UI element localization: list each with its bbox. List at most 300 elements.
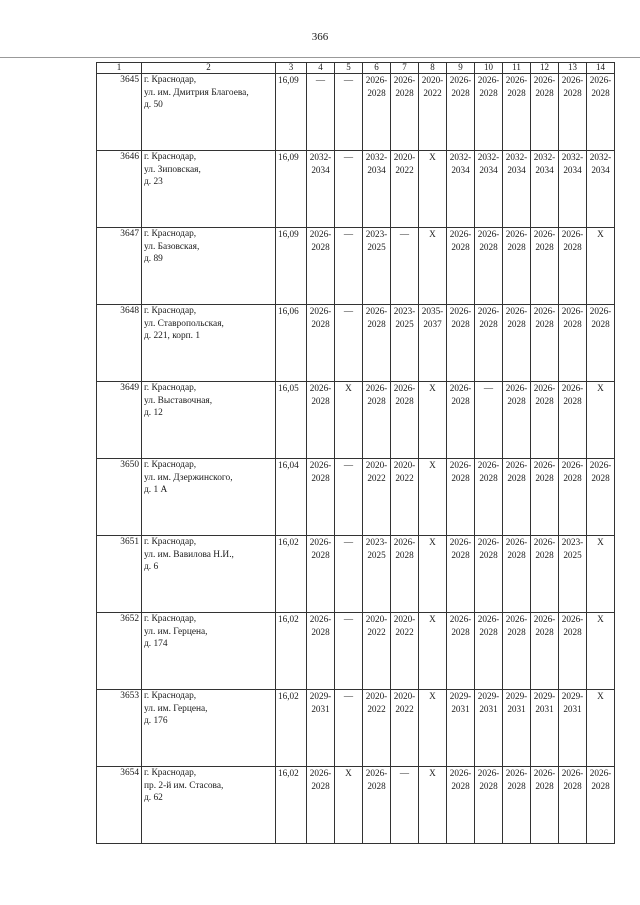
period-cell-col-5 — [335, 613, 363, 690]
period-cell-col-9 — [447, 228, 475, 305]
period-text: 2026- — [533, 460, 556, 470]
period-cell-col-8 — [419, 305, 447, 382]
period-cell-col-9 — [447, 536, 475, 613]
period-text: X — [597, 383, 604, 393]
address-line: ул. им. Дзержинского, — [144, 472, 233, 483]
column-header-1: 1 — [97, 63, 142, 74]
period-text: 2032- — [589, 152, 612, 162]
period-cell-col-5 — [335, 536, 363, 613]
period-text: 2026- — [309, 229, 332, 239]
period-cell-col-13 — [559, 536, 587, 613]
period-text: 2026- — [533, 383, 556, 393]
period-text: 2034 — [535, 164, 554, 175]
header-rule — [0, 57, 640, 58]
period-cell-col-7 — [391, 228, 419, 305]
address-line: г. Краснодар, — [144, 768, 197, 778]
period-text: 2026- — [449, 768, 472, 778]
period-cell-col-13 — [559, 459, 587, 536]
period-text: 2028 — [367, 780, 386, 791]
period-cell-col-13 — [559, 228, 587, 305]
period-cell-col-11 — [503, 151, 531, 228]
period-text: 2032- — [309, 152, 332, 162]
period-cell-col-14 — [587, 74, 615, 151]
period-cell-col-5 — [335, 228, 363, 305]
period-cell-col-4 — [307, 767, 335, 844]
period-text: 2028 — [507, 472, 526, 483]
period-cell-col-4 — [307, 459, 335, 536]
row-number: 3653 — [97, 690, 142, 767]
period-text: 2028 — [563, 87, 582, 98]
period-text: 2028 — [507, 626, 526, 637]
period-cell-col-9 — [447, 459, 475, 536]
column-header-6: 6 — [363, 63, 391, 74]
area-value: 16,06 — [276, 305, 307, 382]
address-line: д. 1 А — [144, 485, 168, 495]
period-text: 2026- — [561, 614, 584, 624]
period-text: X — [429, 383, 436, 393]
period-cell-col-12 — [531, 382, 559, 459]
period-text: 2026- — [533, 768, 556, 778]
period-text: 2028 — [535, 318, 554, 329]
period-text: 2026- — [309, 460, 332, 470]
period-text: — — [399, 768, 410, 778]
period-text: — — [343, 75, 354, 85]
period-text: 2026- — [533, 229, 556, 239]
period-text: 2020- — [393, 460, 416, 470]
period-cell-col-7 — [391, 305, 419, 382]
period-text: 2026- — [589, 75, 612, 85]
period-text: 2020- — [393, 152, 416, 162]
period-text: 2028 — [563, 626, 582, 637]
address-line: д. 23 — [144, 177, 163, 187]
period-text: 2026- — [393, 383, 416, 393]
period-text: 2029- — [309, 691, 332, 701]
period-cell-col-13 — [559, 613, 587, 690]
period-cell-col-12 — [531, 613, 559, 690]
period-cell-col-4 — [307, 690, 335, 767]
period-text: — — [483, 383, 494, 393]
period-cell-col-11 — [503, 382, 531, 459]
row-number: 3649 — [97, 382, 142, 459]
period-text: — — [343, 229, 354, 239]
period-text: 2028 — [479, 549, 498, 560]
period-cell-col-10 — [475, 613, 503, 690]
period-cell-col-13 — [559, 382, 587, 459]
period-text: 2032- — [449, 152, 472, 162]
period-text: 2026- — [533, 614, 556, 624]
period-cell-col-8 — [419, 151, 447, 228]
period-cell-col-8 — [419, 228, 447, 305]
period-cell-col-7 — [391, 767, 419, 844]
period-cell-col-5 — [335, 767, 363, 844]
table-row — [97, 767, 615, 844]
period-text: X — [429, 537, 436, 547]
page-number: 366 — [311, 31, 329, 43]
period-cell-col-12 — [531, 74, 559, 151]
period-text: 2028 — [479, 318, 498, 329]
area-value: 16,09 — [276, 228, 307, 305]
table-row — [97, 459, 615, 536]
period-cell-col-10 — [475, 536, 503, 613]
period-cell-col-5 — [335, 74, 363, 151]
period-text: — — [399, 229, 410, 239]
area-value: 16,02 — [276, 767, 307, 844]
period-text: 2022 — [395, 703, 414, 714]
period-cell-col-11 — [503, 690, 531, 767]
period-cell-col-14 — [587, 767, 615, 844]
period-text: 2026- — [561, 306, 584, 316]
period-cell-col-12 — [531, 228, 559, 305]
period-cell-col-4 — [307, 228, 335, 305]
period-text: 2028 — [395, 549, 414, 560]
period-cell-col-8 — [419, 536, 447, 613]
period-cell-col-13 — [559, 767, 587, 844]
address-cell — [142, 228, 276, 305]
address-line: ул. Выставочная, — [144, 395, 213, 406]
address-line: г. Краснодар, — [144, 229, 197, 239]
period-text: 2026- — [589, 768, 612, 778]
address-line: г. Краснодар, — [144, 75, 197, 85]
address-line: ул. им. Дмитрия Благоева, — [144, 87, 249, 98]
period-text: 2029- — [505, 691, 528, 701]
address-cell — [142, 74, 276, 151]
row-number: 3651 — [97, 536, 142, 613]
period-text: X — [429, 460, 436, 470]
period-text: 2034 — [367, 164, 386, 175]
period-text: X — [597, 614, 604, 624]
period-cell-col-7 — [391, 151, 419, 228]
period-text: 2026- — [449, 460, 472, 470]
address-line: д. 62 — [144, 793, 163, 803]
period-text: 2028 — [591, 318, 610, 329]
period-cell-col-12 — [531, 767, 559, 844]
period-text: 2026- — [561, 768, 584, 778]
period-text: 2032- — [365, 152, 388, 162]
period-text: X — [429, 768, 436, 778]
period-text: 2026- — [449, 383, 472, 393]
period-text: 2028 — [535, 549, 554, 560]
period-text: 2026- — [505, 614, 528, 624]
period-text: 2028 — [563, 241, 582, 252]
period-cell-col-11 — [503, 459, 531, 536]
period-cell-col-12 — [531, 459, 559, 536]
period-text: 2032- — [505, 152, 528, 162]
period-text: 2028 — [479, 87, 498, 98]
column-header-12: 12 — [531, 63, 559, 74]
address-line: ул. Ставропольская, — [144, 318, 224, 329]
period-text: 2026- — [309, 768, 332, 778]
period-text: 2028 — [311, 318, 330, 329]
period-text: 2023- — [365, 229, 388, 239]
period-text: 2028 — [591, 87, 610, 98]
period-cell-col-12 — [531, 151, 559, 228]
row-number: 3648 — [97, 305, 142, 382]
address-cell — [142, 767, 276, 844]
period-text: 2026- — [533, 75, 556, 85]
address-line: г. Краснодар, — [144, 152, 197, 162]
period-text: X — [345, 768, 352, 778]
period-text: 2031 — [451, 703, 470, 714]
period-text: — — [343, 614, 354, 624]
period-text: 2026- — [309, 306, 332, 316]
period-text: 2026- — [477, 229, 500, 239]
period-cell-col-13 — [559, 305, 587, 382]
period-text: 2026- — [505, 460, 528, 470]
period-text: 2028 — [367, 318, 386, 329]
period-text: 2028 — [479, 241, 498, 252]
period-text: 2022 — [395, 472, 414, 483]
period-text: — — [343, 306, 354, 316]
column-header-13: 13 — [559, 63, 587, 74]
area-value: 16,02 — [276, 690, 307, 767]
period-cell-col-8 — [419, 613, 447, 690]
period-text: — — [315, 75, 326, 85]
period-text: 2028 — [451, 87, 470, 98]
table-row — [97, 305, 615, 382]
period-text: X — [345, 383, 352, 393]
period-cell-col-6 — [363, 151, 391, 228]
address-cell — [142, 382, 276, 459]
address-line: г. Краснодар, — [144, 383, 197, 393]
period-text: 2026- — [561, 460, 584, 470]
table-row — [97, 382, 615, 459]
table-row — [97, 536, 615, 613]
period-cell-col-5 — [335, 151, 363, 228]
period-text: — — [343, 537, 354, 547]
period-text: 2022 — [395, 164, 414, 175]
period-text: 2020- — [393, 614, 416, 624]
period-text: 2029- — [533, 691, 556, 701]
period-cell-col-7 — [391, 690, 419, 767]
period-cell-col-6 — [363, 74, 391, 151]
period-cell-col-7 — [391, 459, 419, 536]
address-line: д. 12 — [144, 408, 163, 418]
period-cell-col-9 — [447, 305, 475, 382]
period-text: 2029- — [449, 691, 472, 701]
period-text: X — [597, 229, 604, 239]
period-cell-col-6 — [363, 228, 391, 305]
period-text: 2034 — [451, 164, 470, 175]
period-text: 2028 — [591, 780, 610, 791]
address-line: д. 89 — [144, 254, 163, 264]
period-text: 2028 — [535, 780, 554, 791]
period-text: — — [343, 691, 354, 701]
period-cell-col-5 — [335, 382, 363, 459]
period-text: 2026- — [561, 75, 584, 85]
period-text: X — [429, 152, 436, 162]
period-text: 2031 — [479, 703, 498, 714]
period-text: 2025 — [367, 549, 386, 560]
period-text: 2028 — [591, 472, 610, 483]
period-cell-col-14 — [587, 228, 615, 305]
area-value: 16,05 — [276, 382, 307, 459]
period-text: 2020- — [365, 614, 388, 624]
period-text: 2031 — [563, 703, 582, 714]
period-text: 2028 — [451, 549, 470, 560]
area-value: 16,09 — [276, 74, 307, 151]
row-number: 3645 — [97, 74, 142, 151]
period-cell-col-7 — [391, 74, 419, 151]
table-row — [97, 690, 615, 767]
address-line: ул. Базовская, — [144, 241, 200, 252]
period-text: 2026- — [309, 614, 332, 624]
row-number: 3652 — [97, 613, 142, 690]
period-cell-col-14 — [587, 151, 615, 228]
area-value: 16,09 — [276, 151, 307, 228]
period-text: 2026- — [449, 306, 472, 316]
address-line: ул. им. Вавилова Н.И., — [144, 549, 234, 560]
column-header-4: 4 — [307, 63, 335, 74]
period-text: 2028 — [507, 395, 526, 406]
period-cell-col-4 — [307, 613, 335, 690]
period-text: 2028 — [479, 626, 498, 637]
period-text: 2026- — [505, 229, 528, 239]
period-cell-col-6 — [363, 305, 391, 382]
column-header-8: 8 — [419, 63, 447, 74]
period-cell-col-10 — [475, 151, 503, 228]
address-line: г. Краснодар, — [144, 691, 197, 701]
row-number: 3646 — [97, 151, 142, 228]
period-cell-col-14 — [587, 613, 615, 690]
address-line: ул. Зиповская, — [144, 164, 201, 175]
period-text: 2026- — [449, 537, 472, 547]
period-text: 2028 — [311, 549, 330, 560]
period-text: 2028 — [507, 87, 526, 98]
period-text: 2026- — [393, 75, 416, 85]
period-text: 2028 — [311, 241, 330, 252]
period-text: X — [429, 614, 436, 624]
schedule-table — [96, 62, 615, 844]
period-text: 2029- — [561, 691, 584, 701]
period-cell-col-6 — [363, 536, 391, 613]
period-text: 2028 — [311, 780, 330, 791]
period-text: 2025 — [395, 318, 414, 329]
period-text: 2028 — [535, 395, 554, 406]
header-row — [97, 63, 615, 74]
period-text: 2028 — [451, 395, 470, 406]
period-text: 2028 — [535, 87, 554, 98]
period-cell-col-13 — [559, 151, 587, 228]
period-cell-col-11 — [503, 613, 531, 690]
period-text: 2026- — [505, 75, 528, 85]
period-text: 2022 — [367, 472, 386, 483]
period-text: 2028 — [507, 241, 526, 252]
address-cell — [142, 536, 276, 613]
area-value: 16,04 — [276, 459, 307, 536]
period-cell-col-11 — [503, 767, 531, 844]
row-number: 3650 — [97, 459, 142, 536]
period-text: 2023- — [365, 537, 388, 547]
period-text: 2022 — [395, 626, 414, 637]
period-cell-col-13 — [559, 690, 587, 767]
period-text: 2028 — [451, 780, 470, 791]
address-line: пр. 2-й им. Стасова, — [144, 780, 224, 791]
period-text: 2028 — [451, 626, 470, 637]
period-text: 2026- — [449, 229, 472, 239]
period-text: 2026- — [449, 614, 472, 624]
period-text: 2028 — [311, 395, 330, 406]
period-cell-col-10 — [475, 690, 503, 767]
period-text: 2026- — [589, 306, 612, 316]
period-text: 2028 — [451, 318, 470, 329]
period-text: 2026- — [477, 537, 500, 547]
period-text: 2028 — [563, 395, 582, 406]
period-cell-col-6 — [363, 767, 391, 844]
period-cell-col-11 — [503, 228, 531, 305]
period-cell-col-6 — [363, 459, 391, 536]
period-text: 2031 — [311, 703, 330, 714]
period-text: 2025 — [367, 241, 386, 252]
period-text: 2026- — [365, 768, 388, 778]
period-text: 2026- — [533, 537, 556, 547]
area-value: 16,02 — [276, 536, 307, 613]
address-line: г. Краснодар, — [144, 460, 197, 470]
period-text: 2028 — [451, 472, 470, 483]
period-text: 2028 — [563, 472, 582, 483]
period-text: 2026- — [505, 537, 528, 547]
column-header-3: 3 — [276, 63, 307, 74]
address-line: ул. им. Герцена, — [144, 626, 208, 637]
period-cell-col-10 — [475, 228, 503, 305]
period-text: 2031 — [507, 703, 526, 714]
address-line: д. 6 — [144, 562, 159, 572]
period-cell-col-11 — [503, 74, 531, 151]
period-text: 2026- — [561, 229, 584, 239]
period-text: 2026- — [365, 383, 388, 393]
period-text: 2028 — [479, 472, 498, 483]
period-text: 2026- — [393, 537, 416, 547]
period-cell-col-5 — [335, 459, 363, 536]
period-cell-col-7 — [391, 382, 419, 459]
address-line: д. 174 — [144, 639, 168, 649]
period-cell-col-14 — [587, 536, 615, 613]
period-text: 2028 — [507, 549, 526, 560]
period-text: 2037 — [423, 318, 442, 329]
period-text: 2026- — [533, 306, 556, 316]
period-cell-col-9 — [447, 690, 475, 767]
period-cell-col-14 — [587, 690, 615, 767]
period-text: — — [343, 152, 354, 162]
period-cell-col-9 — [447, 151, 475, 228]
address-cell — [142, 305, 276, 382]
period-cell-col-4 — [307, 382, 335, 459]
period-text: 2023- — [561, 537, 584, 547]
address-line: г. Краснодар, — [144, 614, 197, 624]
period-text: 2028 — [311, 472, 330, 483]
period-text: 2028 — [395, 395, 414, 406]
period-text: 2034 — [591, 164, 610, 175]
period-cell-col-10 — [475, 74, 503, 151]
period-cell-col-4 — [307, 74, 335, 151]
period-text: 2032- — [561, 152, 584, 162]
period-cell-col-8 — [419, 459, 447, 536]
period-text: 2026- — [477, 306, 500, 316]
period-cell-col-8 — [419, 382, 447, 459]
period-text: X — [429, 691, 436, 701]
period-cell-col-12 — [531, 690, 559, 767]
period-text: 2026- — [477, 75, 500, 85]
period-cell-col-7 — [391, 536, 419, 613]
period-text: 2020- — [365, 460, 388, 470]
period-cell-col-5 — [335, 305, 363, 382]
column-header-2: 2 — [142, 63, 276, 74]
period-cell-col-4 — [307, 536, 335, 613]
period-text: 2026- — [505, 768, 528, 778]
period-text: — — [343, 460, 354, 470]
row-number: 3647 — [97, 228, 142, 305]
period-text: 2031 — [535, 703, 554, 714]
period-cell-col-6 — [363, 613, 391, 690]
